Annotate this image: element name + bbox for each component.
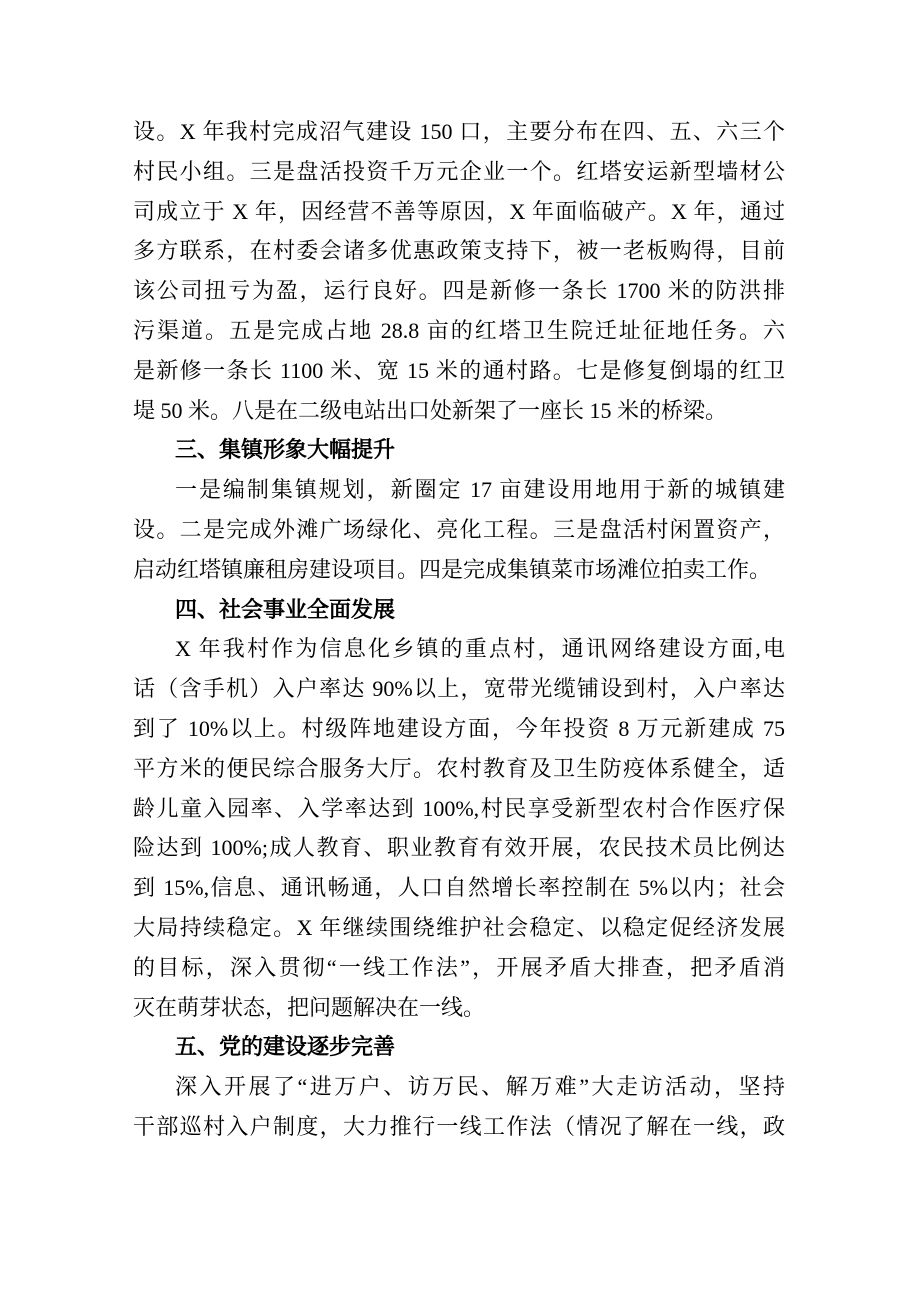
- text-line: 堤 50 米。八是在二级电站出口处新架了一座长 15 米的桥梁。: [133, 397, 728, 423]
- text-line: 是新修一条长 1100 米、宽 15 米的通村路。七是修复倒塌的红卫: [133, 357, 785, 383]
- text-line: 设。X 年我村完成沼气建设 150 口，主要分布在四、五、六三个: [133, 119, 785, 144]
- text-line: 到了 10%以上。村级阵地建设方面，今年投资 8 万元新建成 75: [133, 715, 785, 741]
- text-line: 到 15%,信息、通讯畅通，人口自然增长率控制在 5%以内；社会: [133, 875, 785, 901]
- paragraph-start-line: 一是编制集镇规划，新圈定 17 亩建设用地用于新的城镇建: [175, 477, 785, 503]
- document-text-block: [133, 112, 785, 1147]
- text-line: 的目标，深入贯彻“一线工作法”，开展矛盾大排查，把矛盾消: [133, 954, 785, 980]
- text-line: 干部巡村入户制度，大力推行一线工作法（情况了解在一线，政: [133, 1113, 785, 1139]
- text-line: 险达到 100%;成人教育、职业教育有效开展，农民技术员比例达: [133, 835, 785, 861]
- text-line: 污渠道。五是完成占地 28.8 亩的红塔卫生院迁址征地任务。六: [133, 317, 785, 343]
- paragraph-start-line: 深入开展了“进万户、访万民、解万难”大走访活动，坚持: [175, 1074, 785, 1100]
- text-line: 司成立于 X 年，因经营不善等原因，X 年面临破产。X 年，通过: [133, 198, 785, 224]
- paragraph-start-line: X 年我村作为信息化乡镇的重点村，通讯网络建设方面,电: [175, 636, 785, 662]
- text-line: 龄儿童入园率、入学率达到 100%,村民享受新型农村合作医疗保: [133, 795, 785, 821]
- text-line: 设。二是完成外滩广场绿化、亮化工程。三是盘活村闲置资产，: [133, 516, 785, 542]
- text-line: 启动红塔镇廉租房建设项目。四是完成集镇菜市场滩位拍卖工作。: [133, 556, 772, 582]
- section-heading-3: 三、集镇形象大幅提升: [175, 437, 396, 463]
- text-line: 平方米的便民综合服务大厅。农村教育及卫生防疫体系健全，适: [133, 755, 785, 781]
- section-heading-5: 五、党的建设逐步完善: [175, 1034, 396, 1060]
- text-line: 大局持续稳定。X 年继续围绕维护社会稳定、以稳定促经济发展: [133, 914, 785, 940]
- text-line: 多方联系，在村委会诸多优惠政策支持下，被一老板购得，目前: [133, 238, 785, 264]
- text-line: 村民小组。三是盘活投资千万元企业一个。红塔安运新型墙材公: [133, 158, 785, 184]
- section-heading-4: 四、社会事业全面发展: [175, 596, 396, 622]
- text-line: 灭在萌芽状态，把问题解决在一线。: [133, 994, 486, 1020]
- text-line: 话（含手机）入户率达 90%以上，宽带光缆铺设到村，入户率达: [133, 676, 785, 702]
- text-line: 该公司扭亏为盈，运行良好。四是新修一条长 1700 米的防洪排: [133, 278, 785, 304]
